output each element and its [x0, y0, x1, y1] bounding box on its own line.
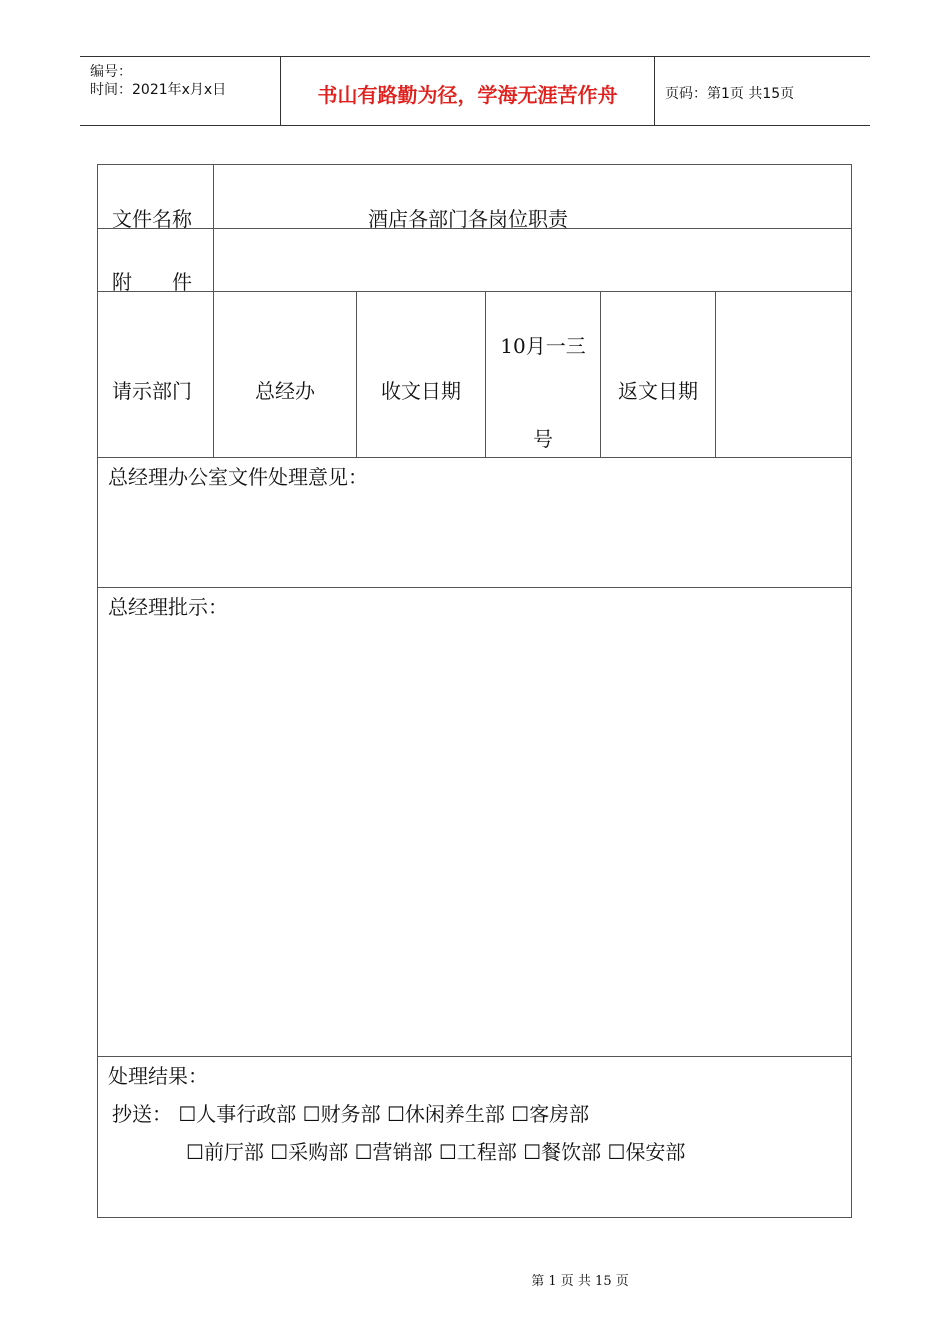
row-divider: [98, 291, 851, 292]
cc-option-security[interactable]: ☐保安部: [607, 1140, 686, 1164]
return-date-label: 返文日期: [618, 379, 698, 403]
cc-label: 抄送：: [112, 1102, 172, 1126]
footer-page-number: 第 1 页 共 15 页: [531, 1274, 629, 1289]
col-divider: [213, 165, 214, 457]
col-divider: [356, 291, 357, 457]
receive-date-label: 收文日期: [381, 379, 461, 403]
receive-date-value-line2[interactable]: 号: [533, 427, 553, 451]
row-divider: [98, 587, 851, 588]
gm-instruction-label: 总经理批示：: [108, 595, 228, 619]
checkbox-icon[interactable]: ☐: [523, 1140, 542, 1164]
doc-name-label: 文件名称: [112, 207, 192, 231]
document-form: [97, 164, 852, 1218]
page-footer: [0, 1270, 950, 1289]
doc-name-value[interactable]: 酒店各部门各岗位职责: [368, 207, 568, 231]
motto-text: 书山有路勤为径，学海无涯苦作舟: [317, 83, 618, 107]
cc-option-engineering[interactable]: ☐工程部: [438, 1140, 517, 1164]
number-label: 编号：: [90, 64, 132, 80]
dept-label: 请示部门: [112, 379, 192, 403]
cc-option-hr[interactable]: ☐人事行政部: [178, 1102, 297, 1126]
cc-option-sales[interactable]: ☐营销部: [354, 1140, 433, 1164]
col-divider: [600, 291, 601, 457]
checkbox-icon[interactable]: ☐: [438, 1140, 457, 1164]
office-opinion-label: 总经理办公室文件处理意见：: [108, 465, 368, 489]
page-header: [80, 56, 870, 126]
checkbox-icon[interactable]: ☐: [186, 1140, 204, 1164]
cc-option-food-beverage[interactable]: ☐餐饮部: [523, 1140, 602, 1164]
cc-option-finance[interactable]: ☐财务部: [302, 1102, 381, 1126]
col-divider: [715, 291, 716, 457]
checkbox-icon[interactable]: ☐: [178, 1102, 197, 1126]
checkbox-icon[interactable]: ☐: [511, 1102, 530, 1126]
cc-row-1: [112, 1098, 589, 1127]
cc-option-leisure[interactable]: ☐休闲养生部: [386, 1102, 505, 1126]
checkbox-icon[interactable]: ☐: [386, 1102, 405, 1126]
result-label: 处理结果：: [108, 1064, 208, 1088]
page-info: 页码：第1页 共15页: [665, 86, 795, 102]
attachment-label: 附 件: [112, 270, 192, 294]
header-meta-cell: [80, 57, 281, 125]
row-divider: [98, 1056, 851, 1057]
row-divider: [98, 457, 851, 458]
time-label: 时间：2021年x月x日: [90, 82, 227, 98]
receive-date-value-line1[interactable]: 10月一三: [500, 334, 586, 358]
cc-option-housekeeping[interactable]: ☐客房部: [511, 1102, 590, 1126]
header-page-cell: [655, 57, 870, 125]
checkbox-icon[interactable]: ☐: [607, 1140, 626, 1164]
checkbox-icon[interactable]: ☐: [270, 1140, 289, 1164]
cc-option-front-office[interactable]: ☐前厅部: [186, 1140, 264, 1164]
cc-row-2: [186, 1136, 685, 1165]
dept-value[interactable]: 总经办: [255, 379, 315, 403]
cc-option-purchasing[interactable]: ☐采购部: [270, 1140, 349, 1164]
checkbox-icon[interactable]: ☐: [354, 1140, 373, 1164]
checkbox-icon[interactable]: ☐: [302, 1102, 321, 1126]
header-motto-cell: [281, 57, 655, 125]
